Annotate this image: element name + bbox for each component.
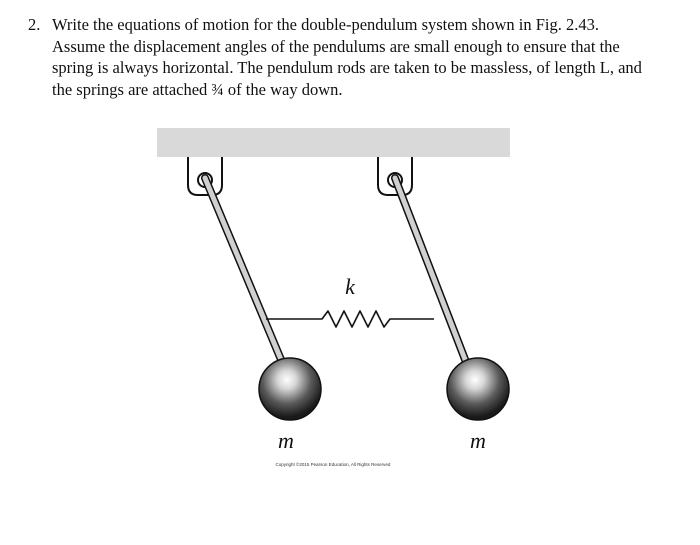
mass-right-label: m bbox=[470, 428, 486, 453]
ceiling bbox=[157, 128, 510, 157]
problem-text: Write the equations of motion for the double-pendulum system shown in Fig. 2.43. Assume the displacement angles of the pendulums are small enough to ensure that the spring is always horizontal. The pendulum rods are taken to be massless, of length L, and the springs are attached ¾ of the way down. bbox=[52, 15, 642, 99]
right-pendulum-rod bbox=[395, 178, 466, 362]
right-mass bbox=[447, 358, 509, 420]
mass-left-label: m bbox=[278, 428, 294, 453]
left-pendulum-rod bbox=[205, 178, 282, 362]
spring-label: k bbox=[345, 274, 355, 299]
spring bbox=[266, 311, 434, 327]
problem-number: 2. bbox=[28, 15, 41, 34]
copyright-notice: Copyright ©2015 Pearson Education, All Rights Reserved bbox=[275, 462, 391, 467]
left-mass bbox=[259, 358, 321, 420]
